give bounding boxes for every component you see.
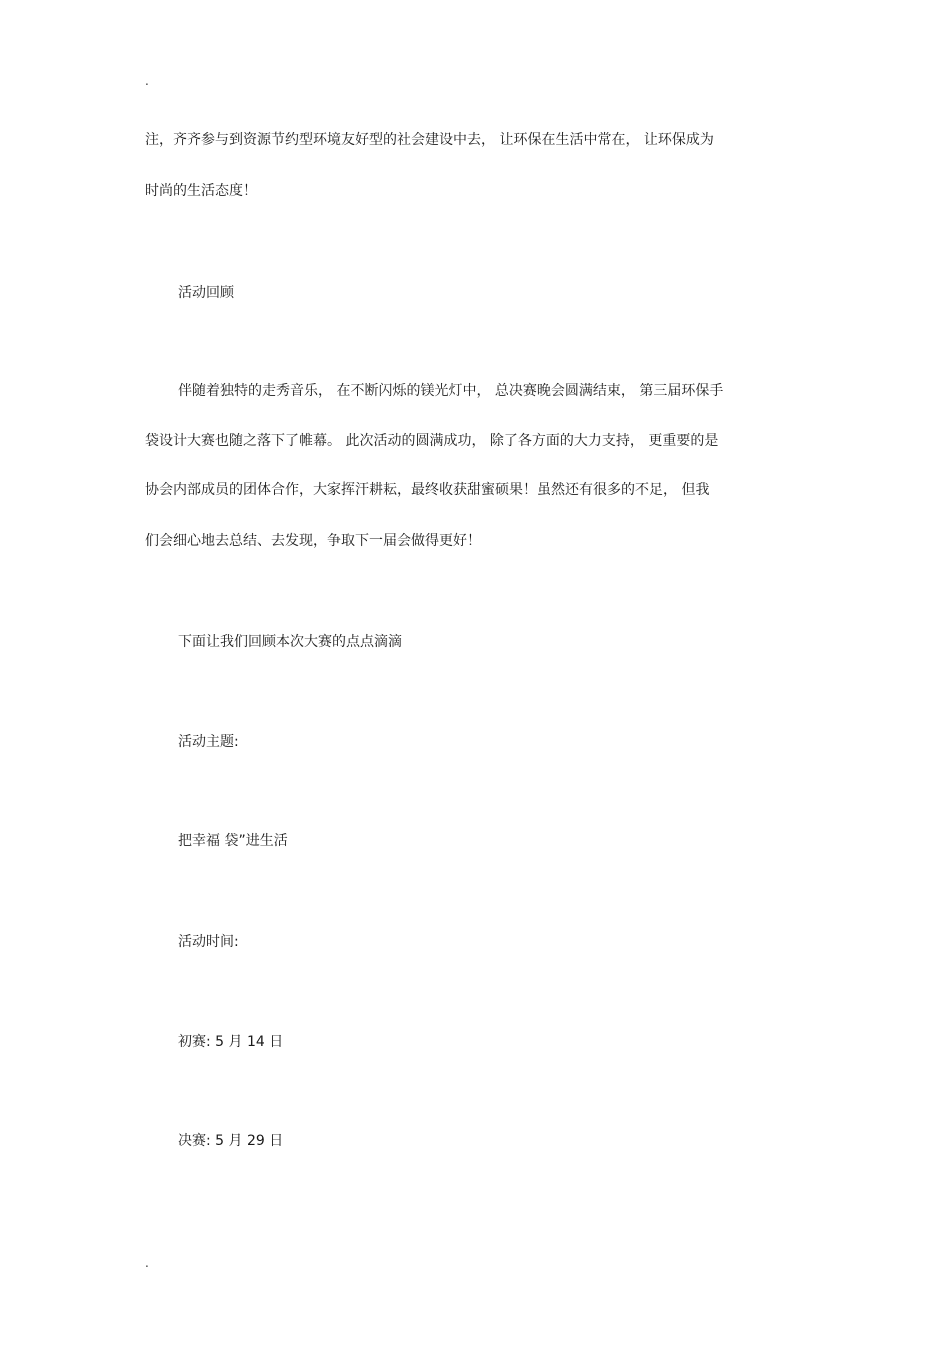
footer-mark: . [145,1256,149,1270]
time-label: 活动时间: [178,934,239,950]
recall-line: 下面让我们回顾本次大赛的点点滴滴 [178,634,402,650]
theme-value: 把幸福 袋”进生活 [178,833,288,849]
review-paragraph-line-3: 协会内部成员的团体合作，大家挥汗耕耘，最终收获甜蜜硕果！虽然还有很多的不足， 但我 [145,482,710,498]
prelim-date: 初赛: 5 月 14 日 [178,1034,284,1050]
review-paragraph-line-4: 们会细心地去总结、去发现，争取下一届会做得更好！ [145,533,481,549]
final-date: 决赛: 5 月 29 日 [178,1133,284,1149]
review-paragraph-line-2: 袋设计大赛也随之落下了帷幕。 此次活动的圆满成功， 除了各方面的大力支持， 更重要的是 [145,433,719,449]
intro-line-2: 时尚的生活态度！ [145,183,257,199]
section-heading-review: 活动回顾 [178,285,234,301]
header-mark: . [145,74,149,88]
review-paragraph-line-1: 伴随着独特的走秀音乐， 在不断闪烁的镁光灯中， 总决赛晚会圆满结束， 第三届环保手 [178,383,724,399]
theme-label: 活动主题: [178,734,239,750]
intro-line-1: 注，齐齐参与到资源节约型环境友好型的社会建设中去， 让环保在生活中常在， 让环保成为 [145,132,714,148]
